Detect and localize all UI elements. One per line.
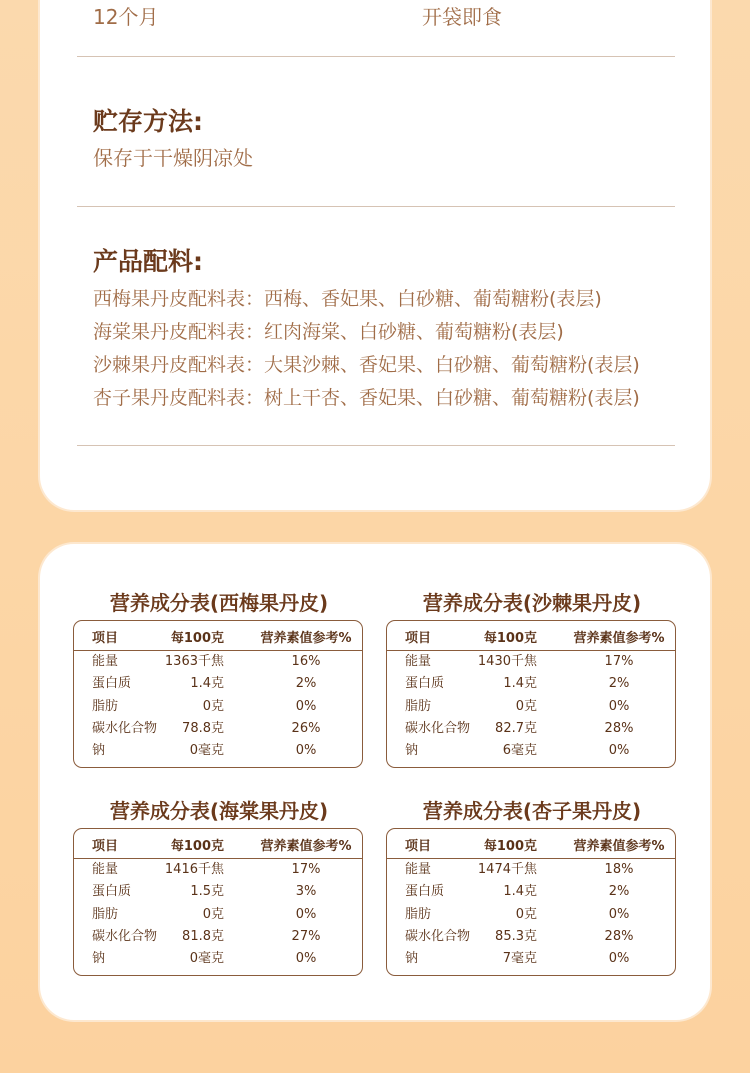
ingredient-line: 海棠果丹皮配料表：红肉海棠、白砂糖、葡萄糖粉(表层) [93,321,564,343]
eating-method-value: 开袋即食 [422,5,502,29]
row-amount: 82.7克 [495,721,537,736]
row-item: 钠 [92,743,106,758]
ingredients-title: 产品配料: [93,247,203,276]
table-header [387,829,675,859]
table-header [74,829,362,859]
shelf-life-value: 12个月 [93,5,159,29]
nutrition-table [386,620,676,768]
row-nrv: 0% [295,907,317,922]
table-header [387,621,675,651]
row-nrv: 0% [295,951,317,966]
row-amount: 0克 [202,907,224,922]
ingredient-line: 西梅果丹皮配料表：西梅、香妃果、白砂糖、葡萄糖粉(表层) [93,288,602,310]
row-amount: 0毫克 [189,743,224,758]
row-item: 能量 [405,654,432,669]
ingredient-line: 沙棘果丹皮配料表：大果沙棘、香妃果、白砂糖、葡萄糖粉(表层) [93,354,640,376]
header-nrv: 营养素值参考% [260,839,352,854]
table-row [387,673,675,695]
row-amount: 1.4克 [503,884,537,899]
row-amount: 0克 [515,907,537,922]
table-row [74,696,362,718]
row-item: 脂肪 [405,699,432,714]
row-item: 能量 [92,862,119,877]
row-item: 钠 [92,951,106,966]
nutrition-table-title: 营养成分表(杏子果丹皮) [422,799,642,823]
table-row [74,859,362,881]
row-nrv: 0% [608,699,630,714]
row-nrv: 28% [604,929,634,944]
row-amount: 85.3克 [495,929,537,944]
row-nrv: 0% [295,699,317,714]
row-nrv: 0% [295,743,317,758]
row-amount: 1474千焦 [477,862,537,877]
storage-text: 保存于干燥阴凉处 [93,146,253,170]
row-amount: 0克 [515,699,537,714]
row-item: 蛋白质 [92,676,132,691]
row-nrv: 17% [604,654,634,669]
row-item: 碳水化合物 [92,721,158,736]
row-amount: 1.5克 [190,884,224,899]
table-row [387,651,675,673]
row-amount: 1416千焦 [164,862,224,877]
row-amount: 78.8克 [182,721,224,736]
table-row [74,651,362,673]
row-amount: 7毫克 [502,951,537,966]
header-nrv: 营养素值参考% [260,631,352,646]
row-amount: 0毫克 [189,951,224,966]
table-row [387,859,675,881]
header-item: 项目 [92,839,119,854]
row-item: 脂肪 [92,699,119,714]
table-row [74,881,362,903]
row-amount: 1.4克 [503,676,537,691]
row-nrv: 26% [291,721,321,736]
storage-title: 贮存方法: [93,107,203,136]
table-row [74,904,362,926]
table-row [387,740,675,762]
table-row [387,881,675,903]
row-amount: 1.4克 [190,676,224,691]
table-row [74,948,362,970]
row-item: 脂肪 [405,907,432,922]
row-nrv: 2% [608,884,630,899]
header-item: 项目 [405,631,432,646]
table-row [74,718,362,740]
row-amount: 1363千焦 [164,654,224,669]
nutrition-table [73,828,363,976]
row-item: 碳水化合物 [405,721,471,736]
row-item: 碳水化合物 [405,929,471,944]
row-nrv: 28% [604,721,634,736]
row-amount: 81.8克 [182,929,224,944]
table-row [387,926,675,948]
header-item: 项目 [405,839,432,854]
row-nrv: 27% [291,929,321,944]
divider [77,445,675,446]
divider [77,206,675,207]
row-nrv: 2% [608,676,630,691]
row-nrv: 0% [608,907,630,922]
header-per100g: 每100克 [170,631,224,646]
product-info-card [40,0,710,510]
row-item: 脂肪 [92,907,119,922]
nutrition-table [386,828,676,976]
nutrition-table [73,620,363,768]
row-nrv: 3% [295,884,317,899]
row-item: 钠 [405,951,419,966]
table-header [74,621,362,651]
row-nrv: 0% [608,743,630,758]
row-nrv: 17% [291,862,321,877]
header-per100g: 每100克 [483,839,537,854]
table-row [387,904,675,926]
header-nrv: 营养素值参考% [573,631,665,646]
table-row [74,926,362,948]
table-row [74,673,362,695]
row-item: 蛋白质 [405,884,445,899]
row-nrv: 18% [604,862,634,877]
row-item: 钠 [405,743,419,758]
nutrition-table-title: 营养成分表(海棠果丹皮) [109,799,329,823]
table-row [387,948,675,970]
row-nrv: 2% [295,676,317,691]
nutrition-table-title: 营养成分表(沙棘果丹皮) [422,591,642,615]
header-item: 项目 [92,631,119,646]
nutrition-card [40,544,710,1020]
row-nrv: 0% [608,951,630,966]
row-item: 蛋白质 [405,676,445,691]
row-item: 能量 [92,654,119,669]
divider [77,56,675,57]
table-row [74,740,362,762]
row-item: 蛋白质 [92,884,132,899]
row-amount: 1430千焦 [477,654,537,669]
nutrition-table-title: 营养成分表(西梅果丹皮) [109,591,329,615]
row-nrv: 16% [291,654,321,669]
header-nrv: 营养素值参考% [573,839,665,854]
row-amount: 6毫克 [502,743,537,758]
row-amount: 0克 [202,699,224,714]
table-row [387,718,675,740]
header-per100g: 每100克 [483,631,537,646]
row-item: 能量 [405,862,432,877]
row-item: 碳水化合物 [92,929,158,944]
table-row [387,696,675,718]
ingredient-line: 杏子果丹皮配料表：树上干杏、香妃果、白砂糖、葡萄糖粉(表层) [93,387,640,409]
header-per100g: 每100克 [170,839,224,854]
